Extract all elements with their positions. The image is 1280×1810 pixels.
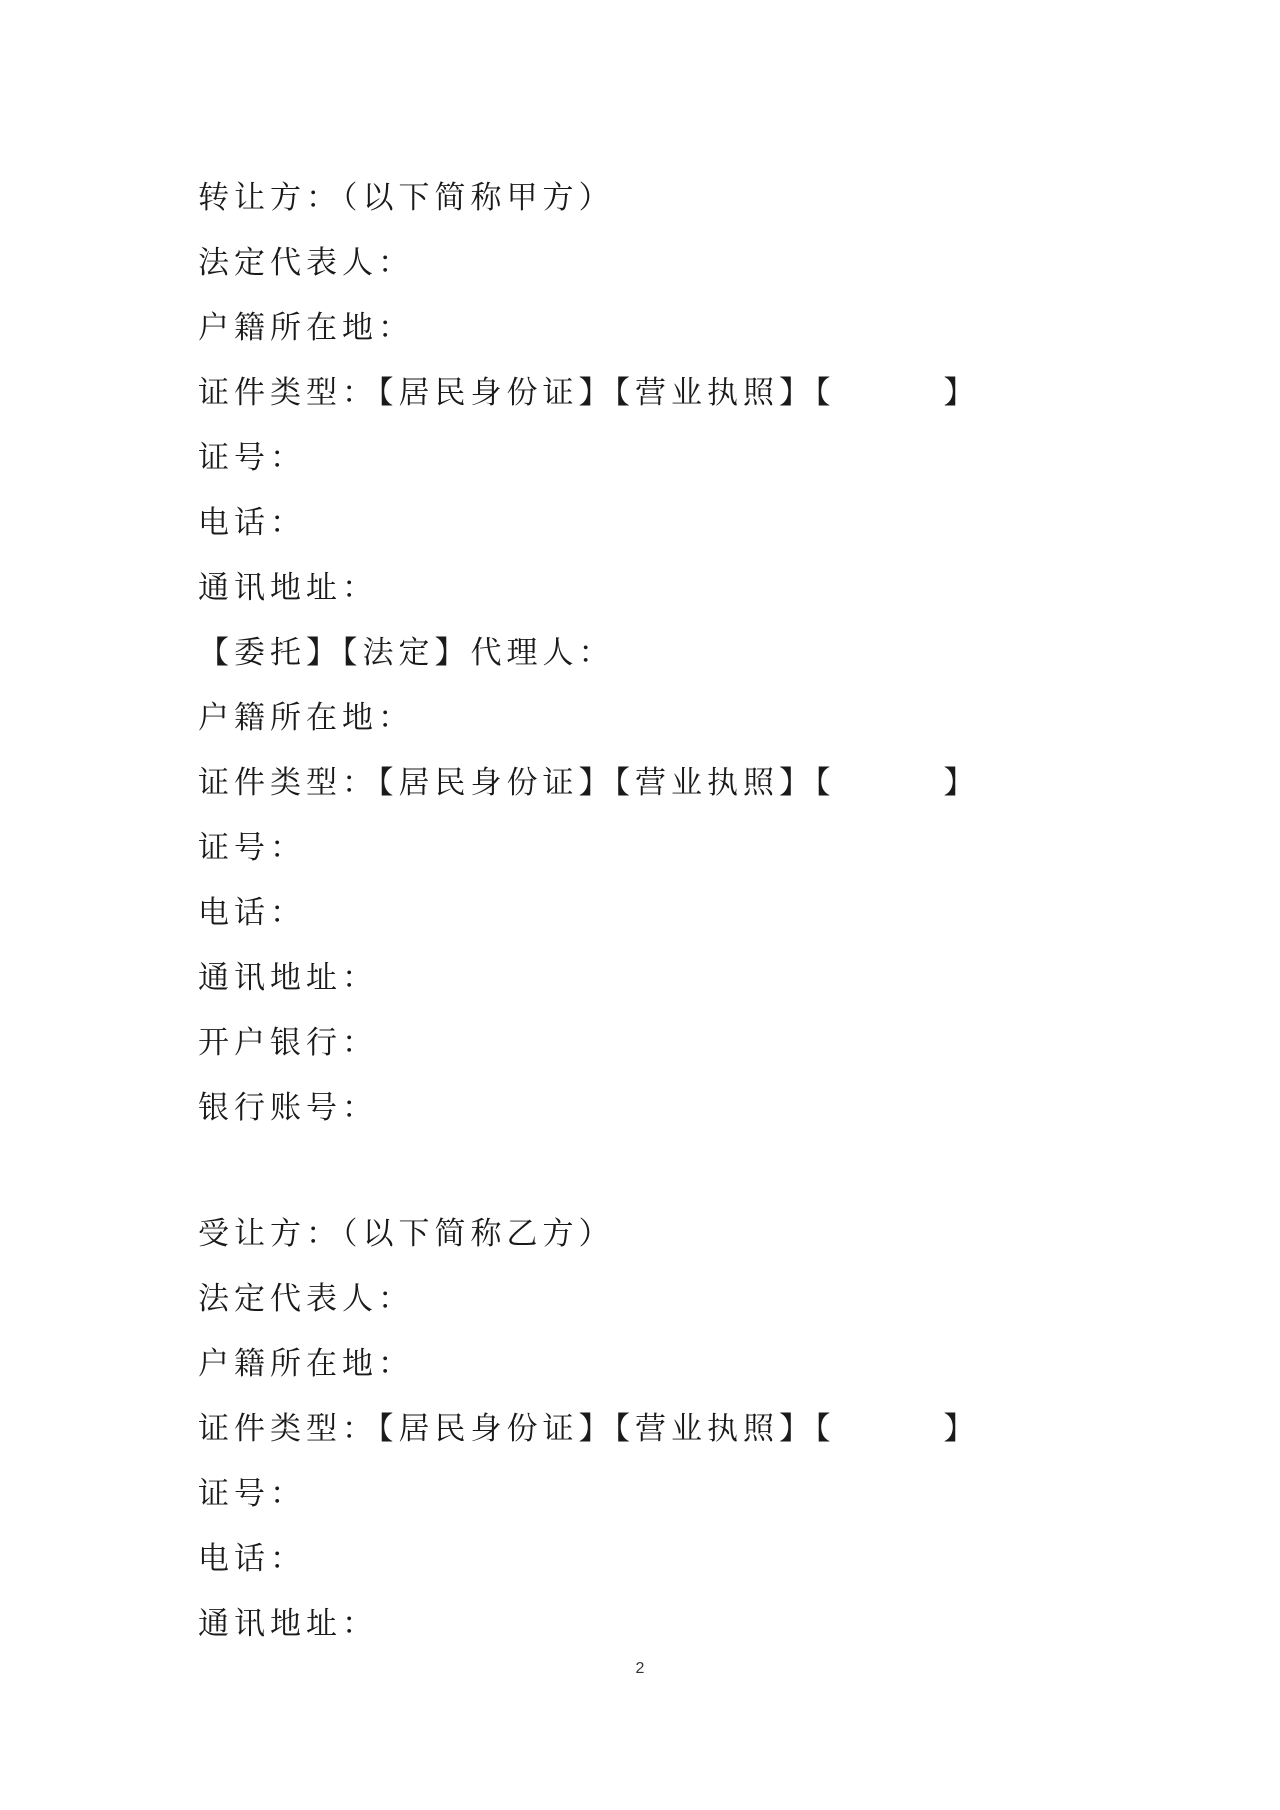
transferee-id-type-options: 证件类型：【居民身份证】【营业执照】【	[198, 1411, 836, 1447]
transferor-legal-rep: 法定代表人：	[198, 245, 414, 281]
transferor-phone: 电话：	[198, 505, 306, 541]
agent-bank-account: 银行账号：	[198, 1090, 378, 1126]
transferee-id-number: 证号：	[198, 1476, 306, 1512]
transferor-heading: 转让方：（以下简称甲方）	[198, 180, 615, 216]
agent-id-number: 证号：	[198, 830, 306, 866]
agent-id-type	[198, 751, 1098, 816]
transferor-id-type-close: 】	[943, 375, 980, 411]
agent-address: 通讯地址：	[198, 960, 378, 996]
transferee-legal-rep: 法定代表人：	[198, 1281, 414, 1317]
transferee-id-type	[198, 1397, 1098, 1462]
transferee-domicile: 户籍所在地：	[198, 1346, 414, 1382]
transferor-section	[198, 166, 1098, 1141]
agent-heading: 【委托】【法定】代理人：	[198, 635, 615, 671]
agent-bank: 开户银行：	[198, 1025, 378, 1061]
transferee-address: 通讯地址：	[198, 1606, 378, 1642]
transferor-id-type-options: 证件类型：【居民身份证】【营业执照】【	[198, 375, 836, 411]
transferor-domicile: 户籍所在地：	[198, 310, 414, 346]
transferor-id-number: 证号：	[198, 440, 306, 476]
transferee-section	[198, 1202, 1098, 1657]
agent-domicile: 户籍所在地：	[198, 700, 414, 736]
transferor-id-type	[198, 361, 1098, 426]
agent-id-type-close: 】	[943, 765, 980, 801]
transferee-heading: 受让方：（以下简称乙方）	[198, 1216, 615, 1252]
transferee-phone: 电话：	[198, 1541, 306, 1577]
page-number: 2	[635, 1660, 645, 1677]
agent-phone: 电话：	[198, 895, 306, 931]
transferee-id-type-close: 】	[943, 1411, 980, 1447]
transferor-address: 通讯地址：	[198, 570, 378, 606]
agent-id-type-options: 证件类型：【居民身份证】【营业执照】【	[198, 765, 836, 801]
